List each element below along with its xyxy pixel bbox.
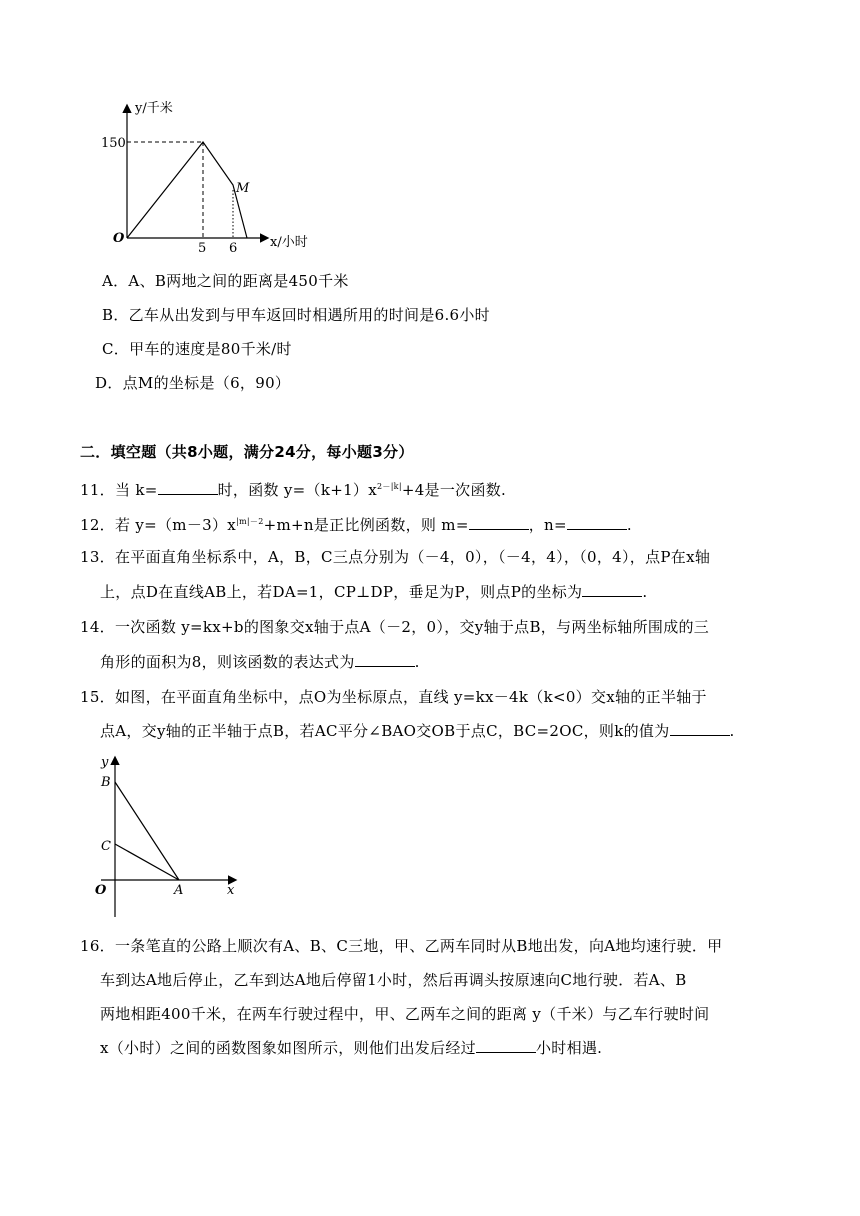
q15-post: . xyxy=(729,722,735,740)
y-axis-label: y/千米 xyxy=(135,101,173,116)
q13-line2-text: 上，点D在直线AB上，若DA=1，CP⊥DP，垂足为P，则点P的坐标为 xyxy=(100,583,583,601)
q12-sep: ，n= xyxy=(528,516,567,534)
q14-post: . xyxy=(414,653,420,671)
q12-pre: 12．若 y=（m－3）x xyxy=(80,516,237,534)
q13-blank xyxy=(582,582,642,597)
question-15-line1: 15．如图，在平面直角坐标中，点O为坐标原点，直线 y=kx－4k（k<0）交x轴的正半轴于 xyxy=(80,688,707,706)
q16-line4-post: 小时相遇. xyxy=(535,1039,603,1057)
q16-blank xyxy=(476,1038,536,1053)
q11-blank xyxy=(158,480,218,495)
question-16-line1: 16．一条笔直的公路上顺次有A、B、C三地，甲、乙两车同时从B地出发，向A地均速行驶．甲 xyxy=(80,937,723,955)
question-11 xyxy=(80,476,506,501)
line-ca xyxy=(115,844,179,880)
x-axis-label: x/小时 xyxy=(270,235,308,250)
label-o: O xyxy=(95,883,107,898)
question-16-line3: 两地相距400千米，在两车行驶过程中，甲、乙两车之间的距离 y（千米）与乙车行驶时间 xyxy=(100,1005,710,1023)
option-b: B．乙车从出发到与甲车返回时相遇所用的时间是6.6小时 xyxy=(102,306,490,324)
q12-mid: +m+n是正比例函数，则 m= xyxy=(263,516,469,534)
q11-pre: 11．当 k= xyxy=(80,481,158,499)
q15-blank xyxy=(670,721,730,736)
point-m-label: M xyxy=(236,181,250,196)
question-14-line1: 14．一次函数 y=kx+b的图象交x轴于点A（－2，0），交y轴于点B，与两坐标轴所围成的三 xyxy=(80,618,710,636)
q11-exponent: 2－|k| xyxy=(377,482,402,491)
option-d: D．点M的坐标是（6，90） xyxy=(95,374,291,392)
question-15-line2 xyxy=(100,720,735,742)
question-16-line2: 车到达A地后停止，乙车到达A地后停留1小时，然后再调头按原速向C地行驶．若A、B xyxy=(100,971,687,989)
triangle-graph xyxy=(95,752,245,922)
graph2-x-label: x xyxy=(227,883,235,898)
q12-blank-m xyxy=(469,515,529,530)
question-13-line2 xyxy=(100,581,647,603)
option-a: A．A、B两地之间的距离是450千米 xyxy=(102,272,349,290)
q15-line2-text: 点A，交y轴的正半轴于点B，若AC平分∠BAO交OB于点C，BC=2OC，则k的值为 xyxy=(100,722,670,740)
q11-mid: 时，函数 y=（k+1）x xyxy=(217,481,377,499)
q16-line4-pre: x（小时）之间的函数图象如图所示，则他们出发后经过 xyxy=(100,1039,476,1057)
q14-line2-text: 角形的面积为8，则该函数的表达式为 xyxy=(100,653,355,671)
question-13-line1: 13．在平面直角坐标系中，A，B，C三点分别为（－4，0），（－4，4），（0，4），点P在x轴 xyxy=(80,548,711,566)
question-14-line2 xyxy=(100,651,420,673)
graph-polyline xyxy=(127,142,247,238)
q12-exponent: |m|－2 xyxy=(236,517,264,526)
option-c: C．甲车的速度是80千米/时 xyxy=(102,340,292,358)
x-tick-5: 5 xyxy=(198,241,207,256)
distance-time-graph xyxy=(101,100,335,260)
y-tick-150: 150 xyxy=(101,136,126,151)
question-12 xyxy=(80,511,632,536)
label-c: C xyxy=(101,839,111,854)
x-tick-6: 6 xyxy=(229,241,238,256)
section-title: 二．填空题（共8小题，满分24分，每小题3分） xyxy=(80,443,414,461)
label-b: B xyxy=(101,775,111,790)
q12-blank-n xyxy=(567,515,627,530)
label-a: A xyxy=(174,883,184,898)
question-16-line4 xyxy=(100,1037,602,1059)
q11-post: +4是一次函数. xyxy=(401,481,507,499)
line-ba xyxy=(115,782,179,880)
origin-label: O xyxy=(113,231,125,246)
q14-blank xyxy=(355,652,415,667)
graph2-y-label: y xyxy=(101,755,109,770)
q12-post: . xyxy=(626,516,632,534)
q13-post: . xyxy=(642,583,648,601)
